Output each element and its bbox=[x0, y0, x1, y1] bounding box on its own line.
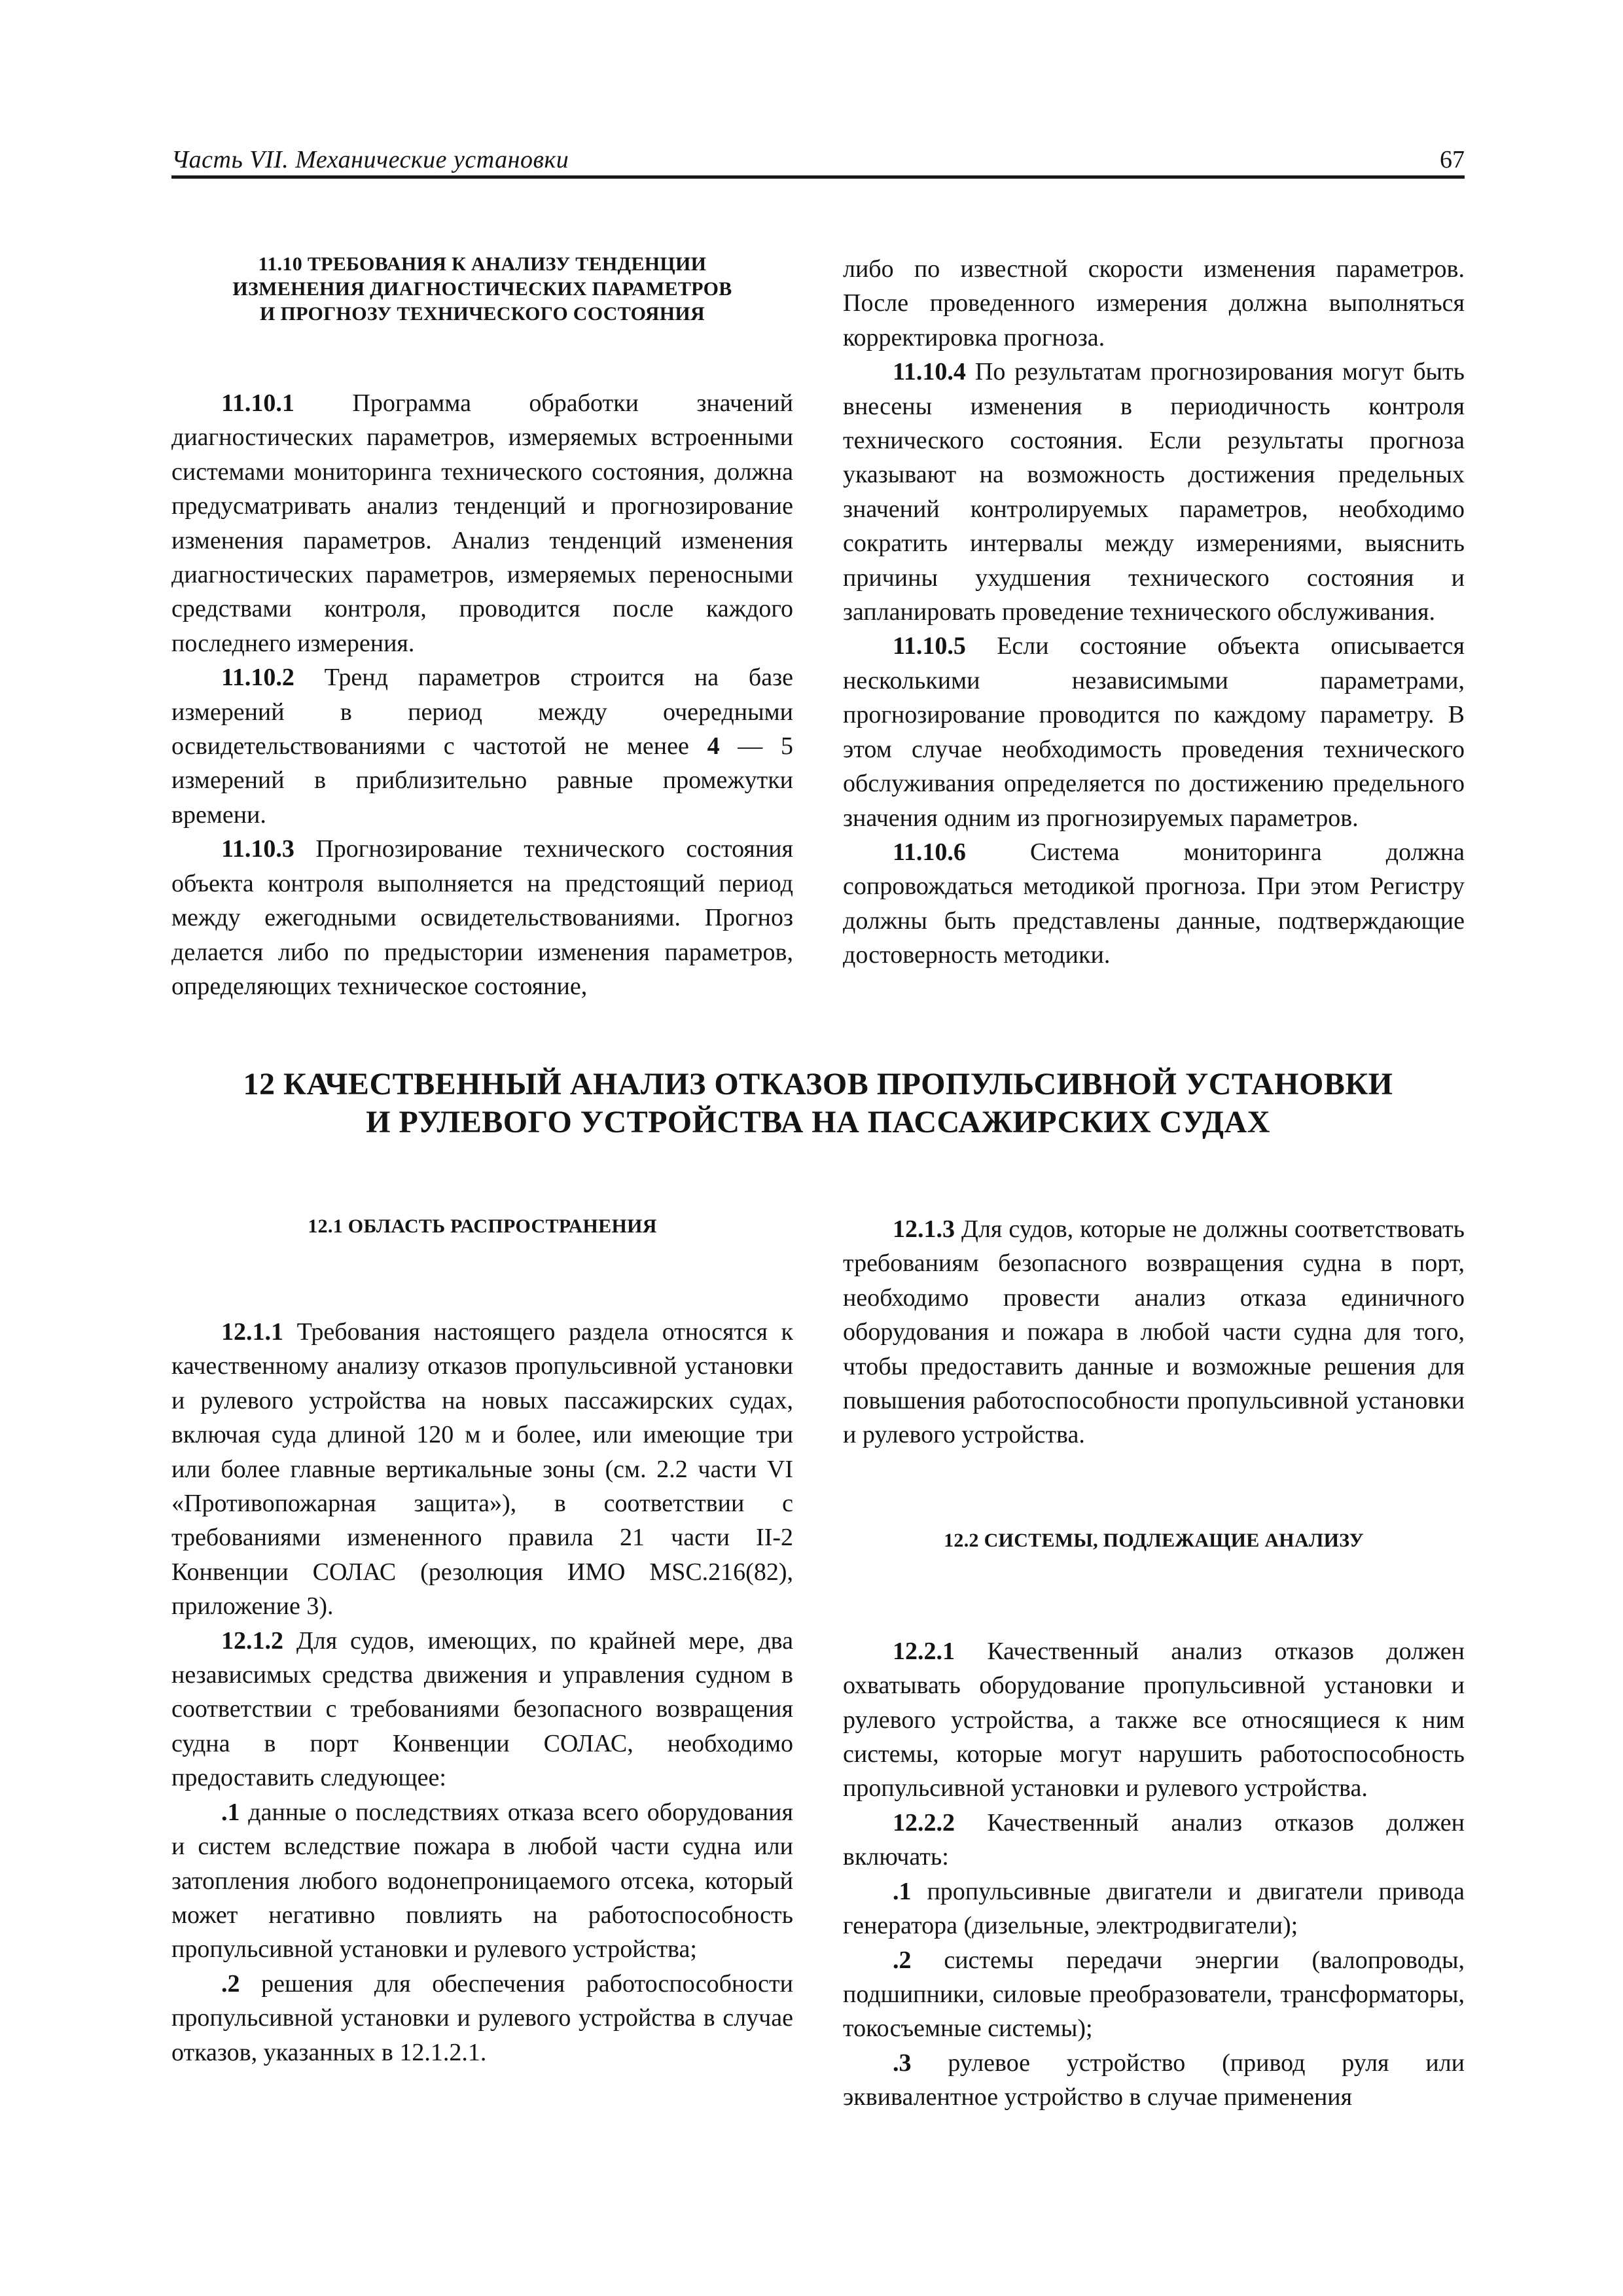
paragraph-text: либо по известной скорости изменения параметров. После проведенного измерения должна выполняться корректировка прогноза. bbox=[843, 255, 1465, 351]
paragraph-number: 11.10.2 bbox=[221, 664, 294, 692]
paragraph-text: Для судов, имеющих, по крайней мере, два независимых средства движения и управления судном в соответствии с требованиями безопасного возвращения судна в порт Конвенции СОЛАС, необходимо предоставить следующее: bbox=[171, 1626, 793, 1792]
paragraph-number: 11.10.5 bbox=[893, 632, 966, 660]
paragraph-12-2-1 bbox=[843, 1634, 1465, 1806]
list-item-12-1-2-2 bbox=[171, 1967, 793, 2070]
paragraph-12-1-3 bbox=[843, 1212, 1465, 1452]
chapter-heading-line: И РУЛЕВОГО УСТРОЙСТВА НА ПАССАЖИРСКИХ СУДАХ bbox=[366, 1105, 1270, 1139]
list-item-text: системы передачи энергии (валопроводы, подшипники, силовые преобразователи, трансформаторы, токосъемные системы); bbox=[843, 1946, 1465, 2043]
list-item-text: данные о последствиях отказа всего оборудования и систем вследствие пожара в любой части судна или затопления любого водонепроницаемого отсека, который может негативно повлиять на работоспособность пропульсивной установки и рулевого устройства; bbox=[171, 1798, 793, 1964]
top-right-column bbox=[843, 252, 1465, 973]
list-item-text: пропульсивные двигатели и двигатели привода генератора (дизельные, электродвигатели); bbox=[843, 1877, 1465, 1940]
paragraph-text: Тренд параметров строится на базе измерений в период между очередными освидетельствованиями с частотой не менее bbox=[171, 664, 793, 761]
chapter-heading-line: 12 КАЧЕСТВЕННЫЙ АНАЛИЗ ОТКАЗОВ ПРОПУЛЬСИВНОЙ УСТАНОВКИ bbox=[243, 1067, 1393, 1102]
paragraph-text: Требования настоящего раздела относятся к качественному анализу отказов пропульсивной установки и рулевого устройства на новых пассажирских судах, включая суда длиной 120 м и более, или имеющие три или более главные вертикальные зоны (см. 2.2 части VI «Противопожарная защита»), в соответствии с требованиями измененного правила 21 части II-2 Конвенции СОЛАС (резолюция ИМО MSC.216(82), приложение 3). bbox=[171, 1318, 793, 1621]
bottom-right-column bbox=[843, 1212, 1465, 2115]
running-header bbox=[171, 143, 1465, 179]
list-item-number: .1 bbox=[221, 1798, 240, 1826]
paragraph-11-10-4 bbox=[843, 355, 1465, 629]
bottom-left-column bbox=[171, 1214, 793, 2070]
paragraph-12-1-1 bbox=[171, 1315, 793, 1624]
page-number: 67 bbox=[1440, 146, 1465, 173]
paragraph-11-10-2 bbox=[171, 660, 793, 832]
paragraph-11-10-1 bbox=[171, 386, 793, 660]
paragraph-text: Система мониторинга должна сопровождаться методикой прогноза. При этом Регистру должны быть представлены данные, подтверждающие достоверность методики. bbox=[843, 838, 1465, 969]
paragraph-number: 12.1.3 bbox=[893, 1215, 955, 1243]
paragraph-text: Если состояние объекта описывается несколькими независимыми параметрами, прогнозирование проводится по каждому параметру. В этом случае необходимость проведения технического обслуживания определяется по достижению предельного значения одним из прогнозируемых параметров. bbox=[843, 632, 1465, 832]
paragraph-text: По результатам прогнозирования могут быть внесены изменения в периодичность контроля технического состояния. Если результаты прогноза указывают на возможность достижения предельных значений контролируемых параметров, необходимо сократить интервалы между измерениями, выяснить причины ухудшения технического состояния и запланировать проведение технического обслуживания. bbox=[843, 358, 1465, 626]
paragraph-number: 11.10.1 bbox=[221, 389, 294, 417]
list-item-12-2-2-1 bbox=[843, 1874, 1465, 1943]
section-heading-line: 11.10 ТРЕБОВАНИЯ К АНАЛИЗУ ТЕНДЕНЦИИ bbox=[258, 253, 707, 275]
paragraph-number: 12.1.2 bbox=[221, 1626, 283, 1655]
paragraph-12-2-2 bbox=[843, 1806, 1465, 1874]
list-item-number: .1 bbox=[893, 1877, 912, 1905]
paragraph-11-10-3 bbox=[171, 832, 793, 1003]
bold-value: 4 bbox=[707, 732, 720, 761]
paragraph-number: 11.10.3 bbox=[221, 835, 294, 863]
list-item-12-2-2-2 bbox=[843, 1943, 1465, 2046]
value: 5 bbox=[781, 732, 794, 761]
header-title: Часть VII. Механические установки bbox=[171, 146, 569, 173]
list-item-number: .2 bbox=[893, 1946, 912, 1974]
chapter-12-heading bbox=[171, 1066, 1465, 1141]
paragraph-number: 11.10.4 bbox=[893, 358, 966, 386]
section-12-2-heading: 12.2 СИСТЕМЫ, ПОДЛЕЖАЩИЕ АНАЛИЗУ bbox=[944, 1529, 1364, 1551]
paragraph-text: Для судов, которые не должны соответствовать требованиям безопасного возвращения судна в порт, необходимо провести анализ отказа единичного оборудования и пожара в любой части судна для того, чтобы предоставить данные и возможные решения для повышения работоспособности пропульсивной установки и рулевого устройства. bbox=[843, 1215, 1465, 1449]
list-item-text: решения для обеспечения работоспособности пропульсивной установки и рулевого устройства в случае отказов, указанных в 12.1.2.1. bbox=[171, 1969, 793, 2066]
paragraph-12-1-2 bbox=[171, 1624, 793, 1795]
paragraph-text: Качественный анализ отказов должен охватывать оборудование пропульсивной установки и рулевого устройства, а также все относящиеся к ним системы, которые могут нарушить работоспособность пропульсивной установки и рулевого устройства. bbox=[843, 1637, 1465, 1803]
section-heading-line: ИЗМЕНЕНИЯ ДИАГНОСТИЧЕСКИХ ПАРАМЕТРОВ bbox=[232, 278, 732, 300]
paragraph-text: измерений в приблизительно равные промежутки времени. bbox=[171, 766, 793, 829]
paragraph-text: Качественный анализ отказов должен включать: bbox=[843, 1808, 1465, 1871]
paragraph-number: 12.2.2 bbox=[893, 1808, 955, 1837]
list-item-number: .3 bbox=[893, 2049, 912, 2077]
list-item-12-1-2-1 bbox=[171, 1795, 793, 1967]
list-item-12-2-2-3 bbox=[843, 2046, 1465, 2115]
section-heading-line: И ПРОГНОЗУ ТЕХНИЧЕСКОГО СОСТОЯНИЯ bbox=[260, 303, 705, 325]
paragraph-number: 11.10.6 bbox=[893, 838, 966, 866]
paragraph-text: Программа обработки значений диагностических параметров, измеряемых встроенными системами мониторинга технического состояния, должна предусматривать анализ тенденций и прогнозирование изменения параметров. Анализ тенденций изменения диагностических параметров, измеряемых переносными средствами контроля, проводится после каждого последнего измерения. bbox=[171, 389, 794, 657]
paragraph-number: 12.2.1 bbox=[893, 1637, 955, 1665]
dash: — bbox=[738, 732, 763, 761]
list-item-number: .2 bbox=[221, 1969, 240, 1998]
section-11-10-heading bbox=[171, 252, 793, 327]
paragraph-text: Прогнозирование технического состояния объекта контроля выполняется на предстоящий период между ежегодными освидетельствованиями. Прогноз делается либо по предыстории изменения параметров, определяющих техническое состояние, bbox=[171, 835, 794, 1000]
paragraph-11-10-6 bbox=[843, 835, 1465, 973]
top-left-column bbox=[171, 252, 793, 1003]
paragraph-11-10-3-continued bbox=[843, 252, 1465, 355]
section-12-1-heading: 12.1 ОБЛАСТЬ РАСПРОСТРАНЕНИЯ bbox=[308, 1215, 657, 1237]
paragraph-number: 12.1.1 bbox=[221, 1318, 283, 1346]
paragraph-11-10-5 bbox=[843, 629, 1465, 834]
list-item-text: рулевое устройство (привод руля или эквивалентное устройство в случае применения bbox=[843, 2049, 1465, 2111]
